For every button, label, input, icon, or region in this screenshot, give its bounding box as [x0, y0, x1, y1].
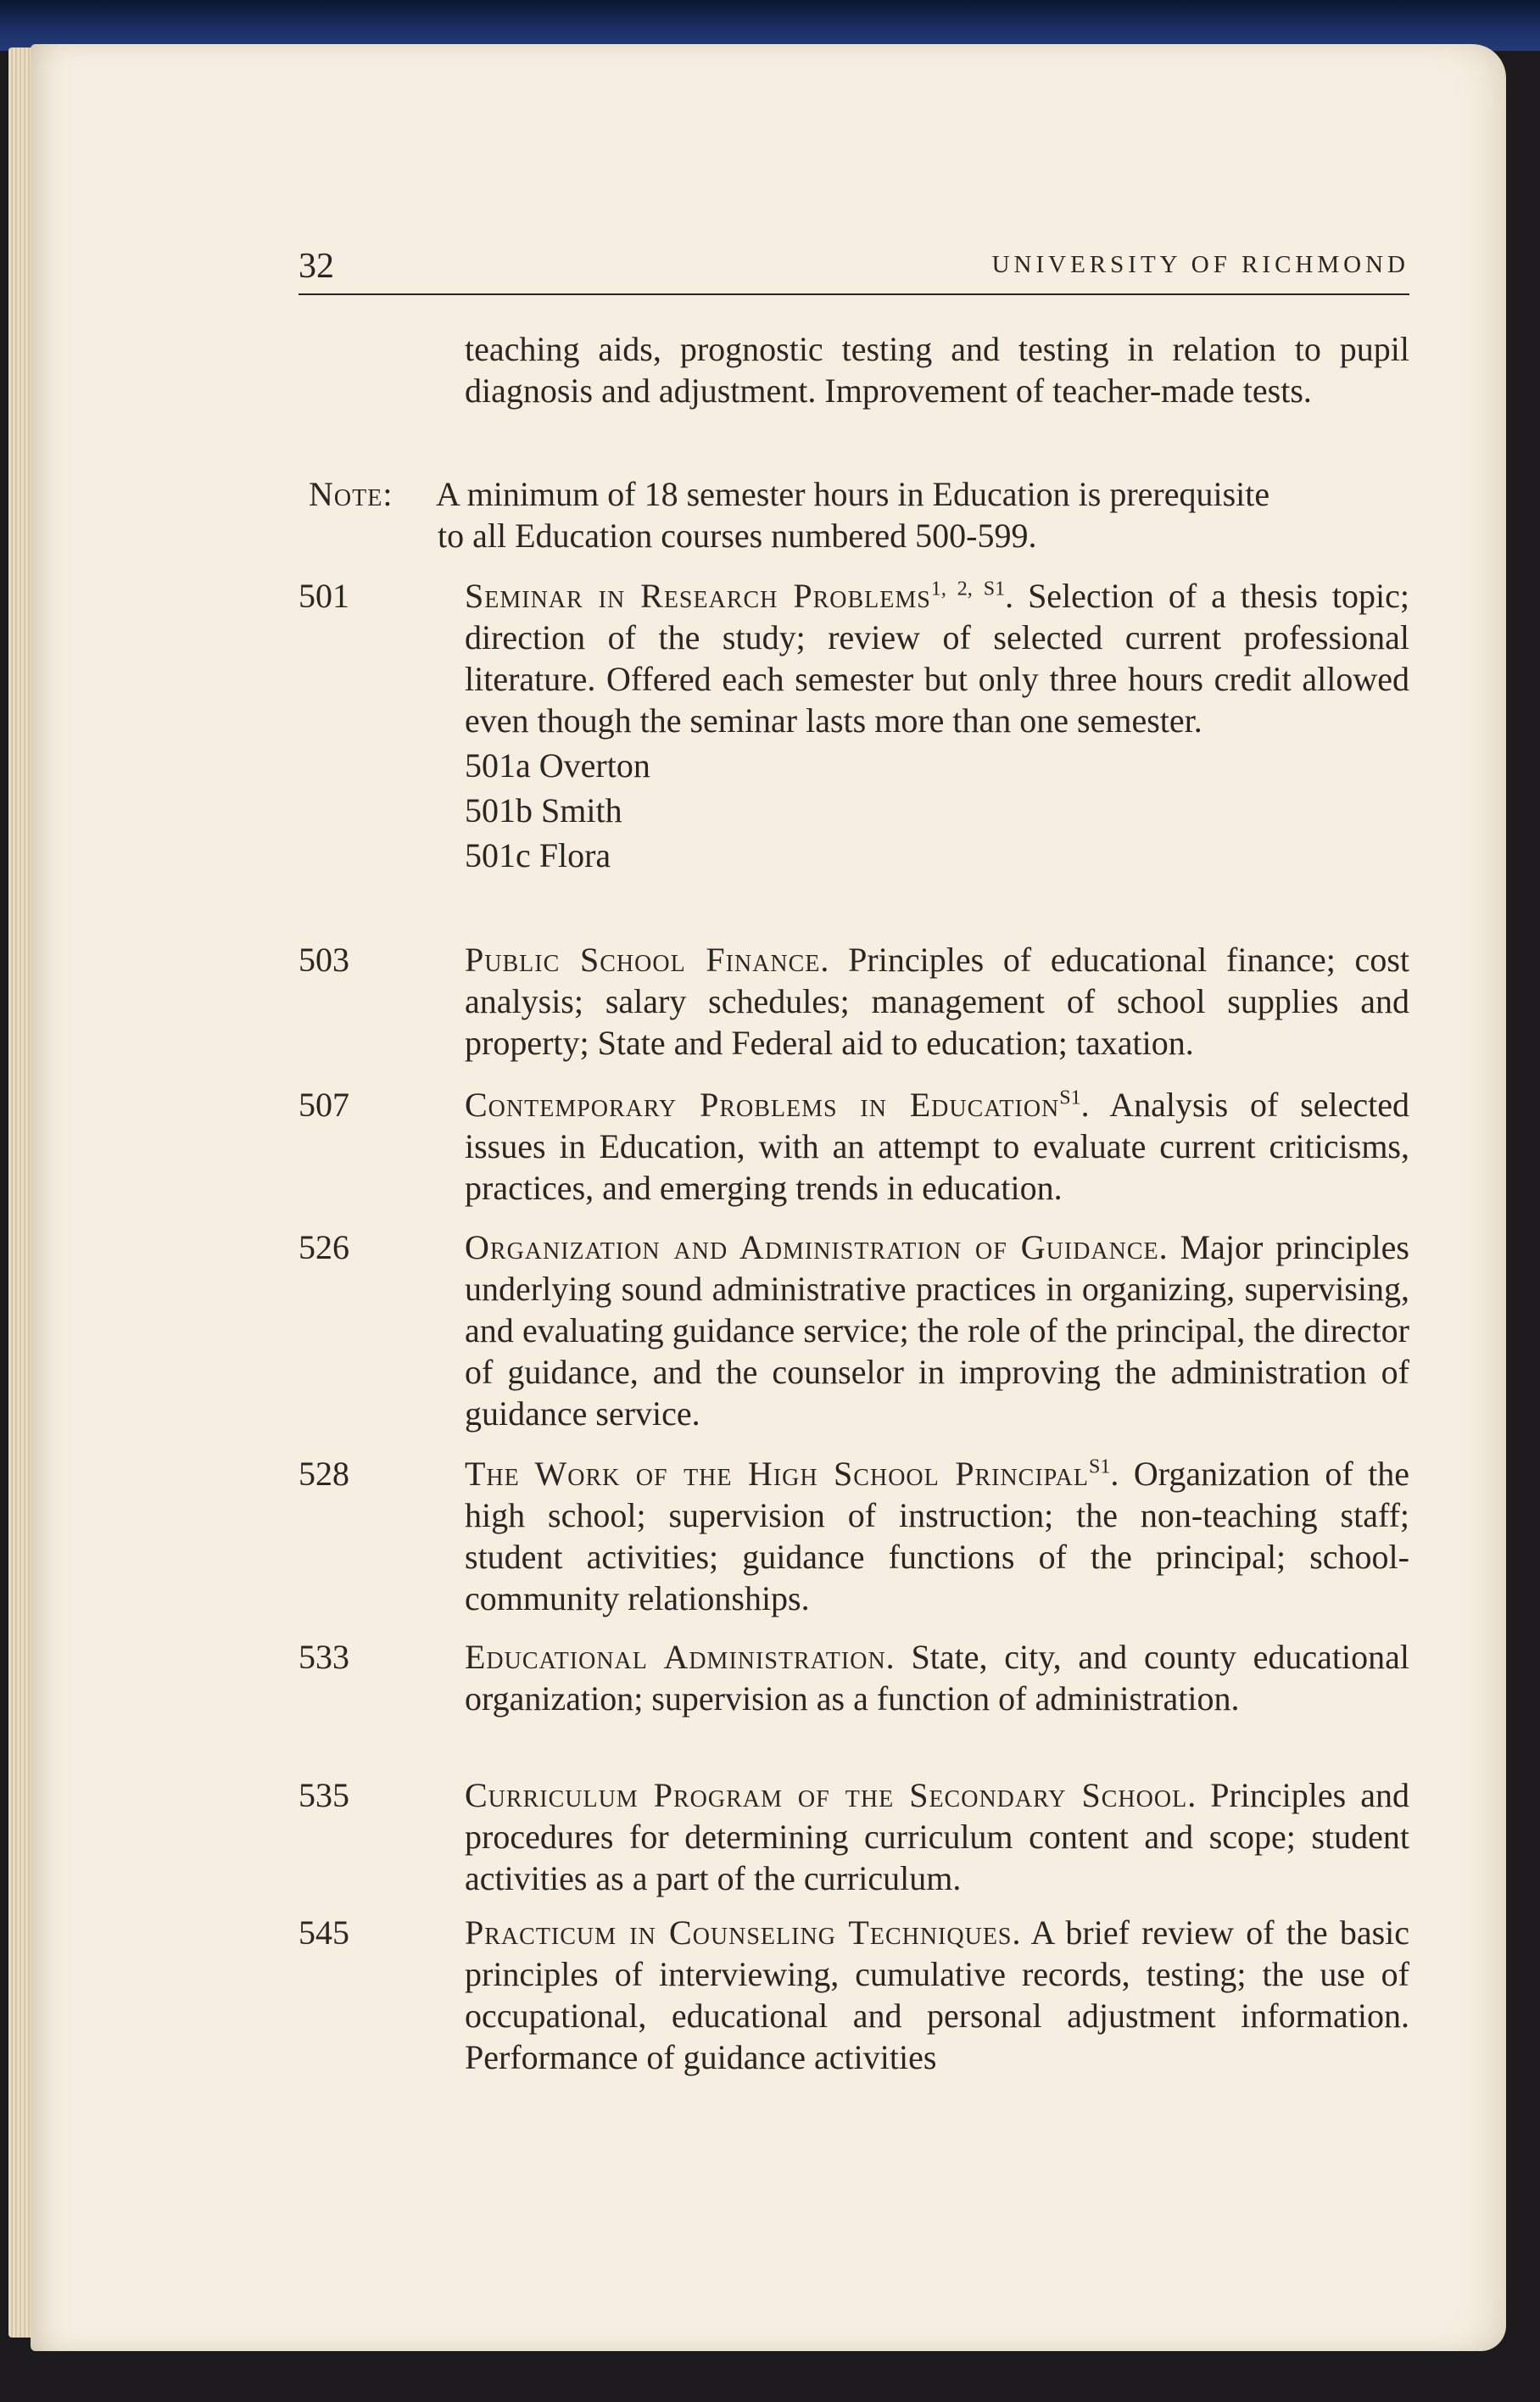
section-item: 501b Smith	[465, 791, 622, 830]
course-footnote: 1, 2, S1	[930, 578, 1006, 600]
running-head: UNIVERSITY OF RICHMOND	[991, 251, 1409, 278]
book-edge	[0, 0, 1540, 51]
course-body: The Work of the High School Principal$^{S1}$. Organization of the high school; supervision of instruction; the non-teaching staff; student activities; guidance functions of the principal; school-community relationships.	[465, 1455, 1410, 1617]
course-number: 503	[299, 941, 349, 979]
course-number: 533	[299, 1638, 349, 1676]
course-title: The Work of the High School Principal	[465, 1455, 1089, 1493]
course-number: 507	[299, 1086, 349, 1124]
course-body: Educational Administration. State, city, and county educational organization; supervision as a function of administration.	[465, 1638, 1409, 1718]
note-block	[309, 473, 1409, 556]
course-number: 535	[299, 1776, 349, 1814]
course-description: Analysis of selected issues in Education, with an attempt to evaluate current criticisms, practices, and emerging trends in education.	[465, 1086, 1409, 1207]
course-body: Curriculum Program of the Secondary School. Principles and procedures for determining curriculum content and scope; student activities as a part of the curriculum.	[465, 1776, 1410, 1897]
course-title: Practicum in Counseling Techniques	[465, 1913, 1013, 1952]
course-description: Principles of educational finance; cost analysis; salary schedules; management of school supplies and property; State and Federal aid to education; taxation.	[465, 941, 1409, 1062]
course-footnote: S1	[1089, 1455, 1111, 1478]
note-line-2: to all Education courses numbered 500-599.	[438, 517, 1037, 555]
course-description: State, city, and county educational organization; supervision as a function of administration.	[465, 1638, 1409, 1718]
course-title: Educational Administration	[465, 1638, 886, 1676]
course-description: Principles and procedures for determining curriculum content and scope; student activities as a part of the curriculum.	[465, 1776, 1410, 1897]
course-body: Public School Finance. Principles of educational finance; cost analysis; salary schedules; management of school supplies and property; State and Federal aid to education; taxation.	[465, 941, 1409, 1062]
page-number: 32	[299, 247, 334, 286]
course-title: Curriculum Program of the Secondary School	[465, 1776, 1188, 1814]
note-label: Note:	[309, 475, 393, 513]
course-description: A brief review of the basic principles of interviewing, cumulative records, testing; the use of occupational, educational and personal adjustment information. Performance of guidance activities	[465, 1913, 1409, 2076]
course-number: 545	[299, 1913, 349, 1952]
course-number: 528	[299, 1455, 349, 1493]
course-body: Contemporary Problems in Education$^{S1}$. Analysis of selected issues in Education, with an attempt to evaluate current criticisms, practices, and emerging trends in education.	[465, 1086, 1409, 1207]
continuation-paragraph: teaching aids, prognostic testing and testing in relation to pupil diagnosis and adjustment. Improvement of teacher-made tests.	[465, 330, 1409, 410]
course-body: Organization and Administration of Guidance. Major principles underlying sound administrative practices in organizing, supervising, and evaluating guidance service; the role of the principal, the director of guidance, and the counselor in improving the administration of guidance service.	[465, 1228, 1409, 1433]
course-title: Organization and Administration of Guidance	[465, 1228, 1159, 1266]
course-body: Practicum in Counseling Techniques. A brief review of the basic principles of interviewing, cumulative records, testing; the use of occupational, educational and personal adjustment information. Performance of guidance activities	[465, 1913, 1409, 2076]
course-sections	[465, 745, 1409, 876]
course-title: Contemporary Problems in Education	[465, 1086, 1060, 1124]
course-description: Organization of the high school; supervision of instruction; the non-teaching staff; student activities; guidance functions of the principal; school-community relationships.	[465, 1455, 1410, 1617]
section-item: 501a Overton	[465, 746, 650, 785]
course-description: Major principles underlying sound administrative practices in organizing, supervising, and evaluating guidance service; the role of the principal, the director of guidance, and the counselor in improving the administration of guidance service.	[465, 1228, 1409, 1433]
course-description: Selection of a thesis topic; direction of the study; review of selected current professional literature. Offered each semester but only three hours credit allowed even though the seminar lasts more than one semester.	[465, 577, 1409, 740]
page-header	[299, 246, 1409, 295]
course-title: Seminar in Research Problems	[465, 577, 931, 615]
course-footnote: S1	[1059, 1086, 1081, 1109]
course-number: 501	[299, 577, 349, 615]
course-body: Seminar in Research Problems$^{1, 2, S1}$. Selection of a thesis topic; direction of the study; review of selected current professional literature. Offered each semester but only three hours credit allowed even though the seminar lasts more than one semester. 501a Overton 501b Smith 501c Flora	[465, 577, 1409, 874]
note-line-1: A minimum of 18 semester hours in Education is prerequisite	[436, 475, 1270, 513]
section-item: 501c Flora	[465, 836, 611, 874]
course-title: Public School Finance	[465, 941, 821, 979]
course-number: 526	[299, 1228, 349, 1266]
